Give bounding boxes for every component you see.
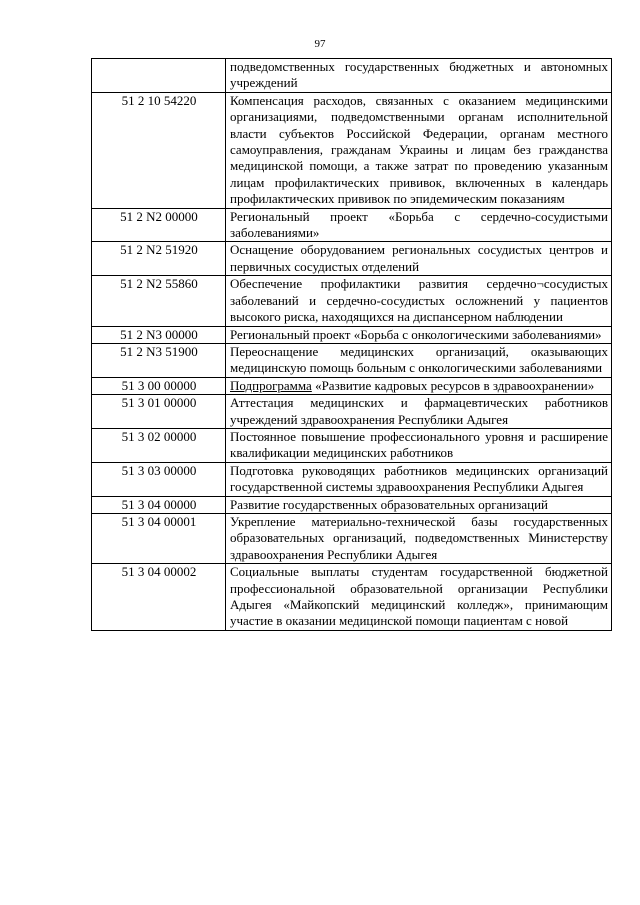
code-cell: 51 2 N3 51900 [92, 343, 226, 377]
table-row [92, 377, 612, 394]
table-row [92, 564, 612, 631]
description-cell: Постоянное повышение профессионального уровня и расширение квалификации медицинских работников [226, 428, 612, 462]
code-cell: 51 3 03 00000 [92, 462, 226, 496]
table-row [92, 92, 612, 208]
description-cell: Переоснащение медицинских организаций, оказывающих медицинскую помощь больным с онкологическими заболеваниями [226, 343, 612, 377]
table-row [92, 462, 612, 496]
code-cell: 51 2 10 54220 [92, 92, 226, 208]
code-cell: 51 2 N2 51920 [92, 242, 226, 276]
description-cell: Оснащение оборудованием региональных сосудистых центров и первичных сосудистых отделений [226, 242, 612, 276]
code-cell: 51 3 04 00001 [92, 513, 226, 563]
description-cell: Региональный проект «Борьба с онкологическими заболеваниями» [226, 326, 612, 343]
description-cell: Аттестация медицинских и фармацевтических работников учреждений здравоохранения Республики Адыгея [226, 395, 612, 429]
table-row [92, 343, 612, 377]
code-cell: 51 3 04 00000 [92, 496, 226, 513]
code-cell: 51 2 N3 00000 [92, 326, 226, 343]
code-cell: 51 3 02 00000 [92, 428, 226, 462]
description-cell: Укрепление материально-технической базы государственных образовательных организаций, подведомственных Министерству здравоохранения Республики Адыгея [226, 513, 612, 563]
table-row [92, 242, 612, 276]
subprogram-link[interactable]: Подпрограмма [230, 377, 312, 393]
table-row [92, 276, 612, 326]
description-cell: Развитие государственных образовательных организаций [226, 496, 612, 513]
description-cell: Обеспечение профилактики развития сердечно¬сосудистых заболеваний и сердечно-сосудистых осложнений у пациентов высокого риска, находящихся на диспансерном наблюдении [226, 276, 612, 326]
description-cell [226, 377, 612, 394]
table-row [92, 395, 612, 429]
code-cell: 51 3 04 00002 [92, 564, 226, 631]
description-cell: Социальные выплаты студентам государственной бюджетной профессиональной образовательной организации Республики Адыгея «Майкопский медицинский колледж», принимающим участие в оказании медицинской помощи пациентам с новой [226, 564, 612, 631]
table-row [92, 428, 612, 462]
subprogram-title: «Развитие кадровых ресурсов в здравоохранении» [311, 377, 595, 393]
description-cell: Компенсация расходов, связанных с оказанием медицинскими организациями, подведомственными органам исполнительной власти субъектов Российской Федерации, органам местного самоуправления, гражданам Украины и лицам без гражданства медицинской помощи, а также затрат по проведению указанным лицам профилактических прививок, включенных в календарь профилактических прививок по эпидемическим показаниям [226, 92, 612, 208]
code-cell: 51 3 00 00000 [92, 377, 226, 394]
table-row [92, 326, 612, 343]
page-number: 97 [314, 38, 326, 50]
table-row [92, 513, 612, 563]
table-row [92, 59, 612, 93]
code-cell: 51 3 01 00000 [92, 395, 226, 429]
code-cell [92, 59, 226, 93]
description-cell: подведомственных государственных бюджетных и автономных учреждений [226, 59, 612, 93]
table-row [92, 208, 612, 242]
description-cell: Региональный проект «Борьба с сердечно-сосудистыми заболеваниями» [226, 208, 612, 242]
table-row [92, 496, 612, 513]
code-cell: 51 2 N2 55860 [92, 276, 226, 326]
budget-classification-table [91, 58, 612, 631]
code-cell: 51 2 N2 00000 [92, 208, 226, 242]
description-cell: Подготовка руководящих работников медицинских организаций государственной системы здравоохранения Республики Адыгея [226, 462, 612, 496]
